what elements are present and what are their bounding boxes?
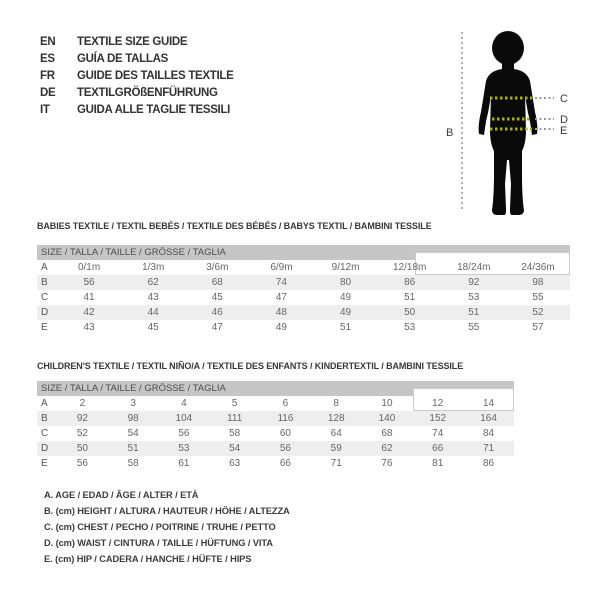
language-code: EN xyxy=(40,36,56,48)
table-header-row xyxy=(37,245,570,260)
size-cell: 9/12m xyxy=(331,262,360,273)
size-cell: 56 xyxy=(279,443,291,454)
language-item xyxy=(40,85,234,102)
child-silhouette-graphic xyxy=(440,22,600,232)
label-e-hip: E xyxy=(560,125,568,137)
size-cell: 5 xyxy=(231,398,238,409)
row-label: D xyxy=(41,307,49,318)
table-row xyxy=(37,411,514,426)
legend-item: E. (cm) HIP / CADERA / HANCHE / HÜFTE / HIPS xyxy=(44,554,252,564)
child-body xyxy=(479,62,538,215)
size-cell: 6/9m xyxy=(270,262,293,273)
size-cell: 64 xyxy=(330,428,342,439)
size-cell: 55 xyxy=(532,292,544,303)
size-cell: 56 xyxy=(76,458,88,469)
size-cell: 51 xyxy=(127,443,139,454)
language-item xyxy=(40,51,234,68)
language-code: DE xyxy=(40,87,56,99)
size-cell: 8 xyxy=(333,398,339,409)
size-cell: 54 xyxy=(229,443,241,454)
table-row xyxy=(37,290,570,305)
language-code: IT xyxy=(40,104,50,116)
language-label: TEXTILGRÖßENFÜHRUNG xyxy=(77,87,218,99)
label-b-height: B xyxy=(446,127,454,139)
row-label: B xyxy=(41,277,48,288)
size-cell: 59 xyxy=(330,443,342,454)
size-cell: 49 xyxy=(275,322,287,333)
size-cell: 74 xyxy=(275,277,287,288)
language-item xyxy=(40,102,234,119)
size-cell: 51 xyxy=(404,292,416,303)
size-cell: 76 xyxy=(381,458,393,469)
size-cell: 66 xyxy=(432,443,444,454)
table-header-row xyxy=(37,381,514,396)
size-cell: 48 xyxy=(275,307,287,318)
size-cell: 52 xyxy=(532,307,544,318)
size-cell: 44 xyxy=(147,307,159,318)
size-cell: 43 xyxy=(147,292,159,303)
size-cell: 12 xyxy=(432,398,444,409)
language-code: ES xyxy=(40,53,55,65)
size-cell: 58 xyxy=(229,428,241,439)
legend-item: B. (cm) HEIGHT / ALTURA / HAUTEUR / HÖHE / ALTEZZA xyxy=(44,506,290,516)
size-cell: 71 xyxy=(483,443,495,454)
row-label: C xyxy=(41,428,49,439)
size-cell: 57 xyxy=(532,322,544,333)
size-cell: 71 xyxy=(330,458,342,469)
size-cell: 98 xyxy=(127,413,139,424)
size-cell: 116 xyxy=(277,413,294,424)
table-header-label: SIZE / TALLA / TAILLE / GRÖSSE / TAGLIA xyxy=(41,247,226,258)
row-label: E xyxy=(41,458,48,469)
size-cell: 18/24m xyxy=(457,262,491,273)
size-cell: 6 xyxy=(282,398,289,409)
table-row xyxy=(37,275,570,290)
size-cell: 45 xyxy=(211,292,223,303)
size-cell: 49 xyxy=(340,292,352,303)
children-size-table xyxy=(37,381,514,471)
size-cell: 53 xyxy=(178,443,190,454)
size-cell: 51 xyxy=(468,307,480,318)
child-head xyxy=(492,31,524,65)
size-cell: 74 xyxy=(432,428,444,439)
size-cell: 24/36m xyxy=(521,262,555,273)
size-cell: 51 xyxy=(340,322,352,333)
size-cell: 140 xyxy=(378,413,396,424)
size-cell: 58 xyxy=(127,458,139,469)
size-cell: 62 xyxy=(381,443,393,454)
row-label: E xyxy=(41,322,48,333)
size-cell: 53 xyxy=(404,322,416,333)
size-cell: 68 xyxy=(211,277,223,288)
size-cell: 81 xyxy=(432,458,444,469)
table-row xyxy=(37,456,514,471)
size-cell: 47 xyxy=(211,322,223,333)
size-cell: 45 xyxy=(147,322,159,333)
language-list xyxy=(40,34,234,119)
size-cell: 55 xyxy=(468,322,480,333)
child-figure xyxy=(440,22,600,232)
size-cell: 3/6m xyxy=(206,262,229,273)
size-cell: 54 xyxy=(127,428,139,439)
row-label: C xyxy=(41,292,49,303)
size-cell: 56 xyxy=(178,428,190,439)
size-cell: 52 xyxy=(76,428,88,439)
size-cell: 1/3m xyxy=(142,262,165,273)
size-cell: 86 xyxy=(404,277,416,288)
size-cell: 47 xyxy=(275,292,287,303)
size-cell: 3 xyxy=(130,398,136,409)
measure-legend xyxy=(44,487,290,567)
size-cell: 56 xyxy=(83,277,95,288)
row-label: A xyxy=(41,262,48,273)
language-label: GUIDA ALLE TAGLIE TESSILI xyxy=(77,104,231,116)
size-cell: 92 xyxy=(468,277,480,288)
size-cell: 2 xyxy=(79,398,86,409)
size-cell: 49 xyxy=(340,307,352,318)
size-cell: 66 xyxy=(279,458,291,469)
legend-item: C. (cm) CHEST / PECHO / POITRINE / TRUHE / PETTO xyxy=(44,522,276,532)
legend-item: D. (cm) WAIST / CINTURA / TAILLE / HÜFTUNG / VITA xyxy=(44,538,273,548)
size-cell: 68 xyxy=(381,428,393,439)
size-cell: 62 xyxy=(147,277,159,288)
language-item xyxy=(40,34,234,51)
size-cell: 14 xyxy=(483,398,495,409)
size-cell: 4 xyxy=(181,398,187,409)
size-cell: 42 xyxy=(83,307,95,318)
language-code: FR xyxy=(40,70,55,82)
size-cell: 86 xyxy=(483,458,495,469)
table-row xyxy=(37,320,570,335)
table-row xyxy=(37,426,514,441)
children-size-table-wrap xyxy=(37,381,514,471)
children-table-title: CHILDREN'S TEXTILE / TEXTIL NIÑO/A / TEXTILE DES ENFANTS / KINDERTEXTIL / BAMBINI TESSILE xyxy=(37,361,464,371)
size-cell: 43 xyxy=(83,322,95,333)
size-cell: 12/18m xyxy=(393,262,427,273)
size-cell: 80 xyxy=(340,277,352,288)
legend-item: A. AGE / EDAD / ÂGE / ALTER / ETÀ xyxy=(44,490,199,500)
row-label: A xyxy=(41,398,48,409)
language-item xyxy=(40,68,234,85)
row-label: D xyxy=(41,443,49,454)
language-label: TEXTILE SIZE GUIDE xyxy=(77,36,188,48)
table-row xyxy=(37,260,570,275)
size-cell: 50 xyxy=(404,307,416,318)
table-row xyxy=(37,396,514,411)
label-d-waist: D xyxy=(560,114,568,126)
size-cell: 60 xyxy=(279,428,291,439)
size-cell: 46 xyxy=(211,307,223,318)
size-cell: 10 xyxy=(381,398,393,409)
label-c-chest: C xyxy=(560,93,568,105)
babies-size-table-wrap xyxy=(37,245,570,335)
row-label: B xyxy=(41,413,48,424)
table-row xyxy=(37,305,570,320)
size-cell: 128 xyxy=(327,413,345,424)
size-cell: 152 xyxy=(429,413,447,424)
size-cell: 41 xyxy=(83,292,95,303)
size-cell: 53 xyxy=(468,292,480,303)
size-cell: 50 xyxy=(76,443,88,454)
size-cell: 104 xyxy=(175,413,193,424)
table-header-label: SIZE / TALLA / TAILLE / GRÖSSE / TAGLIA xyxy=(41,383,226,394)
size-cell: 63 xyxy=(229,458,241,469)
size-cell: 164 xyxy=(480,413,497,424)
size-cell: 98 xyxy=(532,277,544,288)
size-cell: 92 xyxy=(76,413,88,424)
size-cell: 61 xyxy=(178,458,190,469)
language-label: GUÍA DE TALLAS xyxy=(77,53,168,65)
language-label: GUIDE DES TAILLES TEXTILE xyxy=(77,70,234,82)
size-cell: 0/1m xyxy=(77,262,101,273)
size-cell: 84 xyxy=(483,428,495,439)
babies-table-title: BABIES TEXTILE / TEXTIL BEBÉS / TEXTILE DES BÉBÉS / BABYS TEXTIL / BAMBINI TESSILE xyxy=(37,221,432,231)
babies-size-table xyxy=(37,245,570,335)
table-row xyxy=(37,441,514,456)
size-cell: 111 xyxy=(227,413,243,424)
